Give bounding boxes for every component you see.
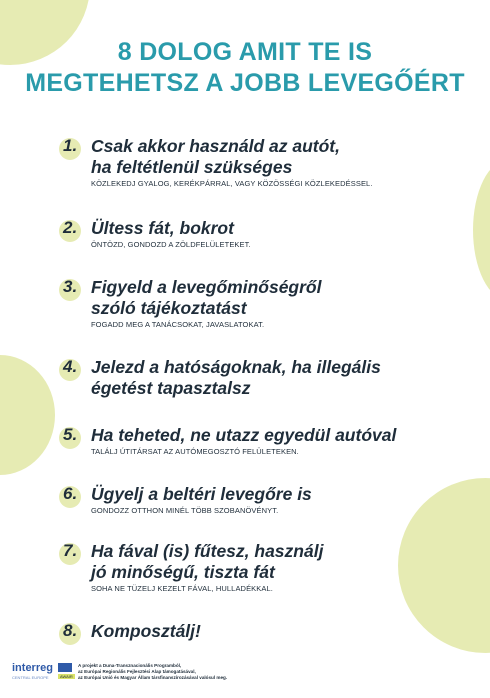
list-item — [63, 484, 483, 515]
item-heading: Komposztálj! — [91, 621, 201, 641]
item-subtext: TALÁLJ ÚTITÁRSAT AZ AUTÓMEGOSZTÓ FELÜLETEKEN. — [91, 447, 299, 456]
item-subtext: GONDOZZ OTTHON MINÉL TÖBB SZOBANÖVÉNYT. — [91, 506, 279, 515]
item-number: 1. — [63, 136, 77, 156]
item-heading: Ültess fát, bokrot — [91, 218, 234, 238]
item-subtext: KÖZLEKEDJ GYALOG, KERÉKPÁRRAL, VAGY KÖZÖSSÉGI KÖZLEKEDÉSSEL. — [91, 179, 373, 188]
list-item — [63, 425, 483, 456]
item-heading: Jelezd a hatóságoknak, ha illegális égetést tapasztalsz — [91, 357, 381, 398]
item-heading: Ha teheted, ne utazz egyedül autóval — [91, 425, 397, 445]
item-number: 2. — [63, 218, 77, 238]
item-heading: Figyeld a levegőminőségről szóló tájékoztatást — [91, 277, 322, 318]
item-subtext: ÖNTÖZD, GONDOZD A ZÖLDFELÜLETEKET. — [91, 240, 251, 249]
item-heading: Ha fával (is) fűtesz, használj jó minőségű, tiszta fát — [91, 541, 324, 582]
poster-title — [0, 37, 490, 99]
item-number: 5. — [63, 425, 77, 445]
list-item — [63, 218, 483, 249]
item-heading: Ügyelj a beltéri levegőre is — [91, 484, 312, 504]
title-line: MEGTEHETSZ A JOBB LEVEGŐÉRT — [25, 69, 465, 97]
decorative-circle — [0, 355, 55, 475]
item-number: 6. — [63, 484, 77, 504]
list-item — [63, 136, 483, 188]
eu-flag-icon — [58, 663, 72, 672]
list-item — [63, 621, 483, 642]
logo-subtitle: CENTRAL EUROPE — [12, 675, 49, 680]
project-badge: AWAIR — [60, 674, 73, 679]
funding-note: A projekt a Duna-Transznacionális Programból, az Európai Regionális Fejlesztési Alap támogatásával, az Európai Unió és Magyar Állam társfinanszírozásával valósul meg. — [78, 663, 228, 681]
interreg-logo: interreg — [12, 662, 53, 674]
list-item — [63, 277, 483, 329]
item-number: 7. — [63, 541, 77, 561]
item-subtext: FOGADD MEG A TANÁCSOKAT, JAVASLATOKAT. — [91, 320, 265, 329]
item-number: 8. — [63, 621, 77, 641]
title-line: 8 DOLOG AMIT TE IS — [117, 38, 373, 66]
list-item — [63, 357, 483, 399]
item-heading: Csak akkor használd az autót, ha feltétlenül szükséges — [91, 136, 340, 177]
item-number: 3. — [63, 277, 77, 297]
item-number: 4. — [63, 357, 77, 377]
footer — [12, 662, 482, 692]
list-item — [63, 541, 483, 593]
item-subtext: SOHA NE TÜZELJ KEZELT FÁVAL, HULLADÉKKAL. — [91, 584, 273, 593]
